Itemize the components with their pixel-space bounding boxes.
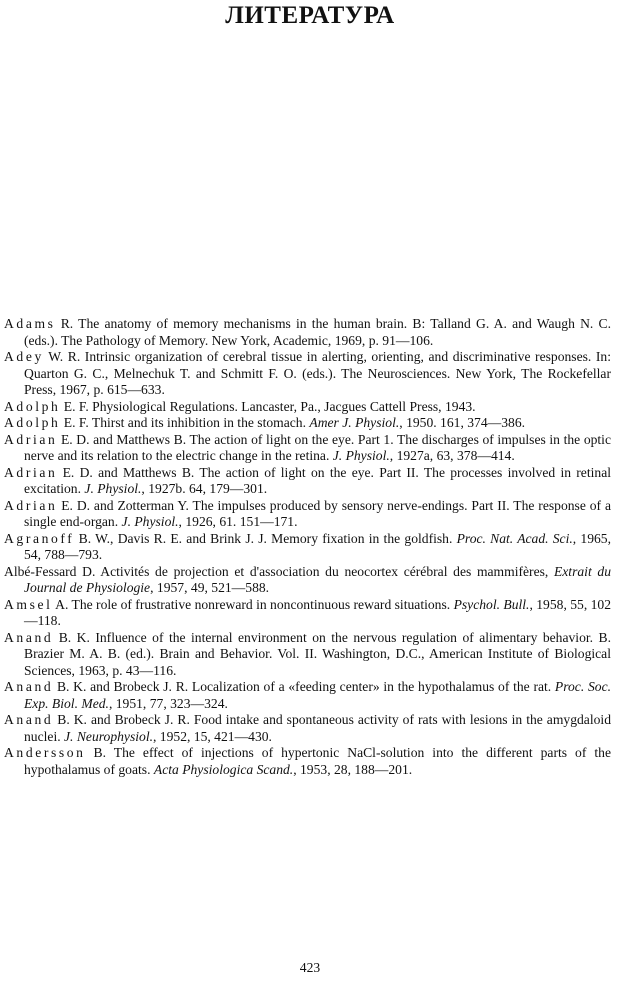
reference-details: , 1927b. 64, 179—301. bbox=[141, 481, 268, 496]
reference-journal: J. Physiol. bbox=[332, 448, 390, 463]
reference-details: , 1953, 28, 188—201. bbox=[293, 761, 413, 777]
reference-item bbox=[4, 399, 611, 416]
reference-journal: Psychol. Bull. bbox=[453, 596, 530, 612]
reference-author: Andersson bbox=[4, 745, 86, 760]
reference-text: E. D. and Matthews B. The action of light on the eye. Part II. The processes involved in retinal excitation. bbox=[24, 464, 611, 496]
reference-author: Agranoff bbox=[4, 530, 75, 546]
reference-details: , 1950. 161, 374—386. bbox=[399, 415, 526, 430]
reference-text: E. D. and Matthews B. The action of light on the eye. Part 1. The discharges of impulses in the optic nerve and its relation to the electric change in the retina. bbox=[24, 431, 611, 463]
reference-text: E. F. Thirst and its inhibition in the stomach. bbox=[60, 415, 310, 430]
reference-text: D. Activités de projection et d'association du neocortex cérébral des mammifères, bbox=[76, 563, 554, 579]
page-title: ЛИТЕРАТУРА bbox=[225, 2, 395, 29]
reference-text: A. The role of frustrative nonreward in noncontinuous reward situations. bbox=[52, 596, 454, 612]
reference-details: , 1927a, 63, 378—414. bbox=[389, 448, 515, 463]
reference-author: Adrian bbox=[4, 431, 58, 447]
reference-item bbox=[4, 597, 611, 630]
reference-item bbox=[4, 630, 611, 680]
reference-item bbox=[4, 531, 611, 564]
reference-text: B. W., Davis R. E. and Brink J. J. Memory fixation in the goldfish. bbox=[74, 530, 457, 546]
reference-text: B. The effect of injections of hypertonic NaCl-solution into the different parts of the hypothalamus of goats. bbox=[24, 745, 611, 777]
reference-details: , 1926, 61. 151—171. bbox=[178, 514, 298, 529]
reference-text: B. K. and Brobeck J. R. Localization of a «feeding center» in the hypothalamus of the rat. bbox=[53, 679, 555, 694]
reference-author: Anand bbox=[4, 629, 54, 645]
reference-item bbox=[4, 349, 611, 399]
reference-journal: Amer J. Physiol. bbox=[309, 415, 400, 430]
reference-text: B. K. Influence of the internal environment on the nervous regulation of alimentary behavior. B. Brazier M. A. B. (ed.). Brain and Behavior. Vol. II. Washington, D.C., American Institute of Biological Sciences, 1963, p. 43—116. bbox=[24, 629, 611, 678]
reference-item bbox=[4, 316, 611, 349]
reference-text: E. D. and Zotterman Y. The impulses produced by sensory nerve-endings. Part II. The response of a single end-organ. bbox=[24, 497, 611, 529]
reference-author: Adey bbox=[4, 349, 44, 364]
reference-details: , 1958, 55, 102—118. bbox=[24, 596, 612, 628]
reference-author: Anand bbox=[4, 679, 54, 694]
reference-item bbox=[4, 679, 611, 712]
reference-journal: Extrait du Journal de Physiologie bbox=[24, 563, 611, 595]
reference-details: , 1952, 15, 421—430. bbox=[153, 728, 272, 744]
reference-item bbox=[4, 415, 611, 432]
reference-text: B. K. and Brobeck J. R. Food intake and spontaneous activity of rats with lesions in the amygdaloid nuclei. bbox=[24, 712, 611, 744]
reference-journal: Acta Physiologica Scand. bbox=[153, 761, 294, 777]
reference-author: Anand bbox=[4, 712, 54, 727]
reference-author: Adrian bbox=[4, 464, 58, 480]
reference-item bbox=[4, 712, 611, 745]
reference-item bbox=[4, 432, 611, 465]
reference-details: , 1951, 77, 323—324. bbox=[108, 695, 228, 711]
reference-details: , 1965, 54, 788—793. bbox=[24, 530, 611, 562]
reference-journal: J. Physiol. bbox=[84, 481, 142, 496]
reference-author: Adrian bbox=[4, 497, 58, 513]
reference-author: Adams bbox=[4, 316, 56, 331]
reference-item bbox=[4, 465, 611, 498]
reference-text: E. F. Physiological Regulations. Lancaster, Pa., Jacgues Cattell Press, 1943. bbox=[60, 398, 476, 414]
reference-details: , 1957, 49, 521—588. bbox=[150, 580, 270, 595]
reference-journal: J. Physiol. bbox=[121, 514, 179, 529]
reference-author: Albé-Fessard bbox=[4, 563, 77, 579]
reference-list bbox=[4, 316, 611, 778]
reference-item bbox=[4, 745, 611, 778]
reference-journal: Proc. Soc. Exp. Biol. Med. bbox=[24, 679, 611, 711]
reference-item bbox=[4, 498, 611, 531]
reference-text: W. R. Intrinsic organization of cerebral tissue in alerting, orienting, and discriminative responses. In: Quarton G. C., Melnechuk T. and Schmitt F. O. (eds.). The Neurosciences. New York, The Rockefellar Press, 1967, p. 615—633. bbox=[24, 349, 611, 397]
reference-author: Adolph bbox=[4, 415, 61, 430]
reference-text: R. The anatomy of memory mechanisms in the human brain. B: Talland G. A. and Waugh N. C. (eds.). The Pathology of Memory. New York, Academic, 1969, p. 91—106. bbox=[24, 316, 611, 348]
page-number: 423 bbox=[299, 960, 321, 975]
reference-journal: Proc. Nat. Acad. Sci. bbox=[456, 530, 573, 546]
reference-author: Amsel bbox=[4, 596, 53, 612]
reference-item bbox=[4, 564, 611, 597]
reference-author: Adolph bbox=[4, 398, 61, 414]
reference-journal: J. Neurophysiol. bbox=[64, 728, 153, 744]
